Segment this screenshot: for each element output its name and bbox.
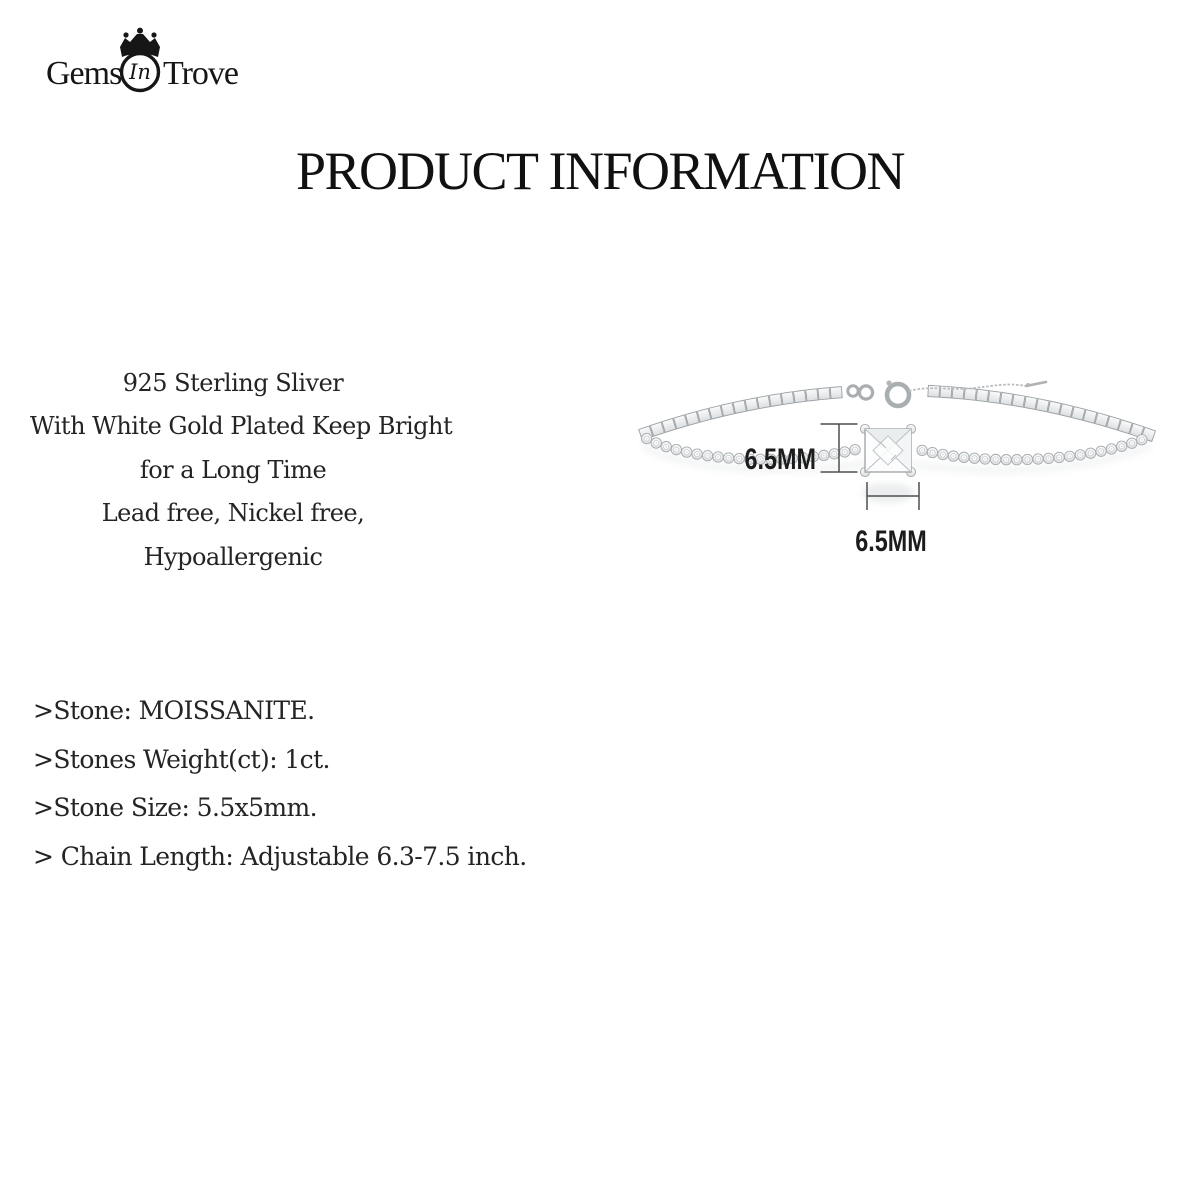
box-link xyxy=(1107,416,1121,430)
tennis-stone-center xyxy=(833,453,835,455)
box-link xyxy=(928,385,940,397)
box-link xyxy=(1024,396,1037,409)
tennis-stone-center xyxy=(675,449,677,451)
bracelet-figure xyxy=(630,365,1170,565)
tennis-stone-center xyxy=(963,456,965,458)
tennis-stone-center xyxy=(728,457,730,459)
crown-circle-logo-mark xyxy=(113,26,167,96)
bracelet-image xyxy=(630,365,1170,565)
stone-width-label: 6.5MM xyxy=(855,524,927,558)
box-link xyxy=(818,388,830,400)
box-link xyxy=(1083,410,1097,424)
tennis-stone-center xyxy=(854,449,856,451)
tennis-stone-center xyxy=(1058,457,1060,459)
tennis-stone-center xyxy=(1111,448,1113,450)
box-link xyxy=(940,386,952,398)
tennis-stone-center xyxy=(738,458,740,460)
box-link xyxy=(709,406,723,420)
spec-item-weight: >Stones Weight(ct): 1ct. xyxy=(33,744,330,774)
description-line: Hypoallergenic xyxy=(143,542,323,571)
tennis-stone-center xyxy=(844,451,846,453)
box-link xyxy=(1071,407,1085,421)
spec-list xyxy=(33,687,527,881)
tennis-stone-center xyxy=(1131,442,1133,444)
box-link xyxy=(733,400,746,413)
page-title: PRODUCT INFORMATION xyxy=(295,141,905,201)
box-link xyxy=(685,412,699,426)
tennis-stone-center xyxy=(1048,457,1050,459)
extender-pin-head xyxy=(1026,383,1030,387)
logo-text-gems: Gems xyxy=(46,55,122,92)
box-link xyxy=(745,398,758,411)
box-link xyxy=(1036,399,1049,412)
spec-item-length: > Chain Length: Adjustable 6.3-7.5 inch. xyxy=(33,841,527,871)
logo-text-in: In xyxy=(129,60,151,84)
tennis-stone-center xyxy=(995,459,997,461)
tennis-stone-center xyxy=(655,442,657,444)
box-link xyxy=(1048,401,1061,414)
description-line: 925 Sterling Sliver xyxy=(122,369,344,397)
brand-logo xyxy=(46,26,266,100)
clasp-knob xyxy=(886,380,891,385)
crown-ball-left xyxy=(123,32,128,37)
tennis-stone-center xyxy=(1037,458,1039,460)
tennis-stone-center xyxy=(717,456,719,458)
tennis-stone-center xyxy=(974,457,976,459)
tennis-stone-center xyxy=(1079,454,1081,456)
jump-ring-icon xyxy=(848,386,858,396)
spec-item-stone: >Stone: MOISSANITE. xyxy=(33,696,315,725)
spec-item-size: >Stone Size: 5.5x5mm. xyxy=(33,793,317,823)
box-link xyxy=(806,389,818,401)
tennis-stone-center xyxy=(1090,452,1092,454)
box-link xyxy=(794,390,807,403)
tennis-stone-center xyxy=(646,438,648,440)
center-stone xyxy=(860,424,915,476)
box-link xyxy=(964,388,976,400)
tennis-stone-center xyxy=(952,455,954,457)
tennis-stone-center xyxy=(1027,459,1029,461)
tennis-stone-center xyxy=(921,449,923,451)
logo-mark-svg xyxy=(113,26,167,96)
box-link xyxy=(757,396,770,409)
box-link xyxy=(1000,392,1013,405)
tennis-stone-center xyxy=(1069,455,1071,457)
box-link xyxy=(1012,394,1025,407)
logo-text-trove: Trove xyxy=(163,55,238,92)
tennis-stone-center xyxy=(686,451,688,453)
material-description xyxy=(30,362,453,579)
tennis-stone-center xyxy=(707,455,709,457)
description-line: Lead free, Nickel free, xyxy=(101,499,365,528)
tennis-stone-center xyxy=(1141,439,1143,441)
tennis-stone-center xyxy=(984,458,986,460)
box-link xyxy=(830,387,842,399)
tennis-stone-center xyxy=(932,452,934,454)
box-link xyxy=(674,415,688,429)
tennis-stone-center xyxy=(942,454,944,456)
spring-ring-clasp-icon xyxy=(887,384,909,406)
box-link xyxy=(781,392,794,405)
crown-ball-center xyxy=(137,28,143,34)
stone-height-label: 6.5MM xyxy=(744,442,816,476)
box-link xyxy=(976,389,988,401)
tennis-stone-center xyxy=(1005,459,1007,461)
description-line: With White Gold Plated Keep Bright xyxy=(30,412,453,441)
tennis-stone-center xyxy=(1121,445,1123,447)
box-link xyxy=(1095,413,1109,427)
description-line: for a Long Time xyxy=(139,455,327,484)
box-link xyxy=(697,408,711,422)
box-link xyxy=(721,403,734,416)
box-link xyxy=(1060,404,1073,417)
box-link xyxy=(769,394,782,407)
tennis-stone-center xyxy=(696,453,698,455)
tennis-stone-center xyxy=(823,455,825,457)
tennis-stone-center xyxy=(1100,450,1102,452)
tennis-stone-center xyxy=(1016,459,1018,461)
crown-ball-right xyxy=(151,32,156,37)
box-link xyxy=(988,391,1001,404)
tennis-stone-center xyxy=(665,446,667,448)
jump-ring-icon xyxy=(859,386,872,399)
